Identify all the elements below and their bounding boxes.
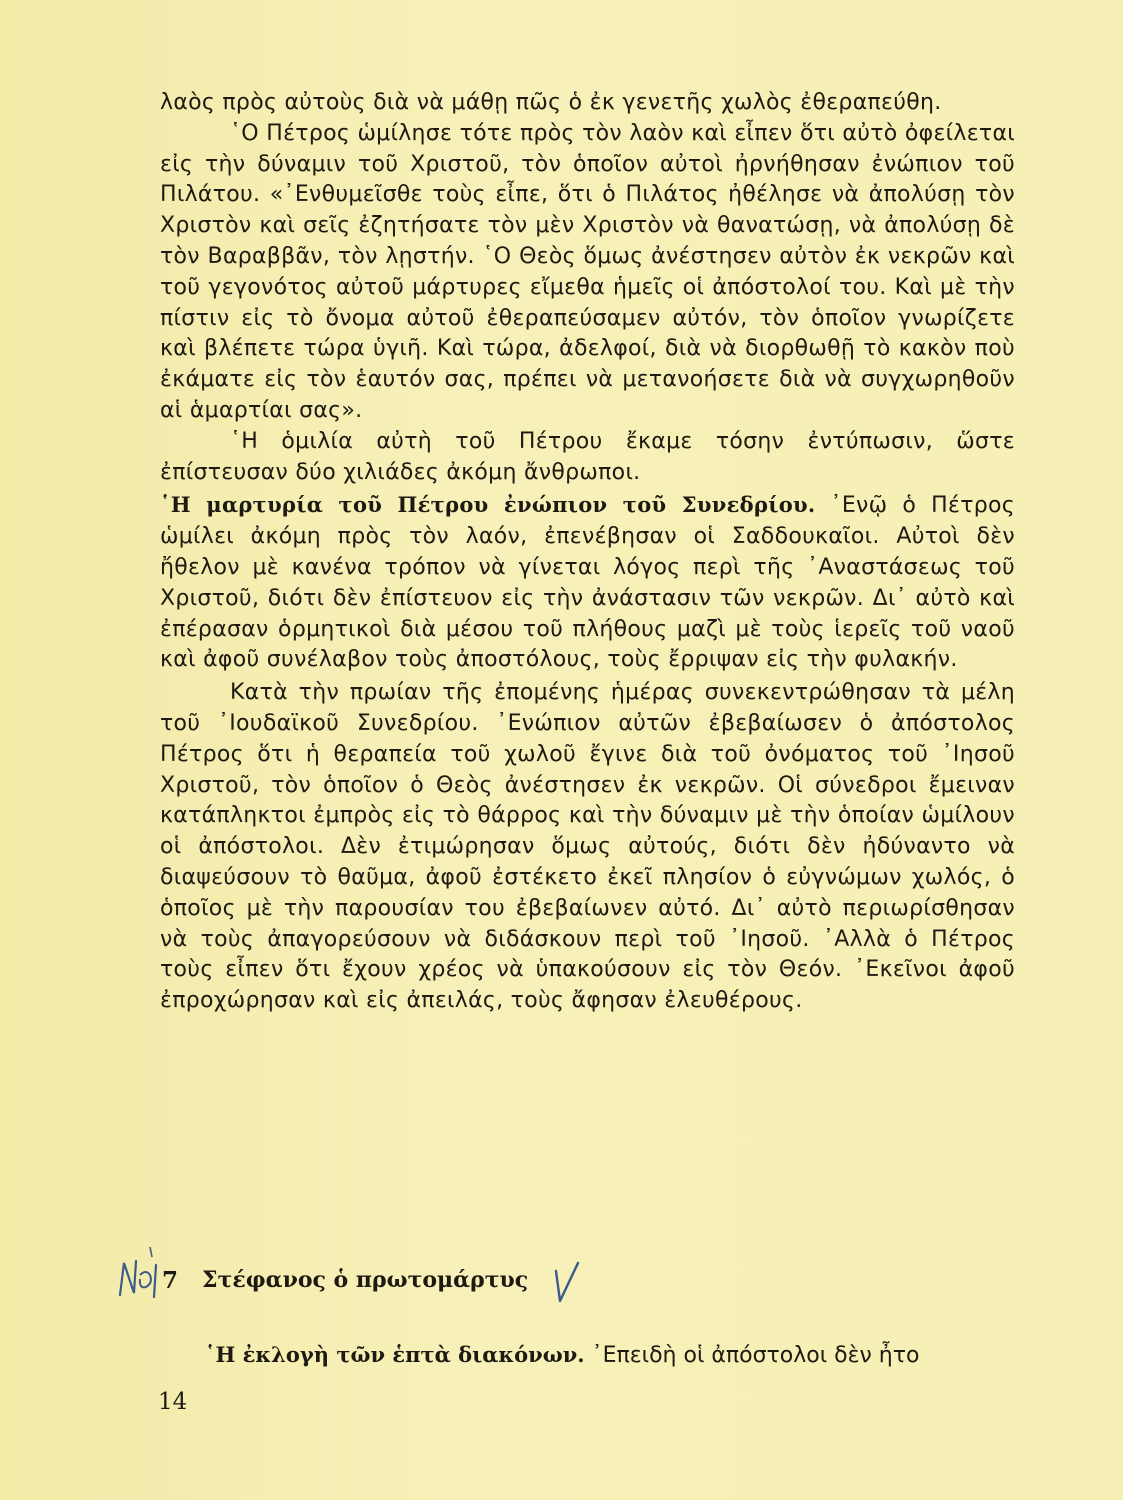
paragraph-1	[160, 88, 1015, 119]
page-number: 14	[158, 1389, 188, 1415]
paragraph-3	[160, 427, 1015, 489]
paragraph-3-text: ῾Η ὁμιλία αὐτὴ τοῦ Πέτρου ἔκαμε τόσην ἐντύπωσιν, ὥστε ἐπίστευσαν δύο χιλιάδες ἀκόμη ἄνθρωποι.	[160, 428, 1015, 485]
subheading-line	[205, 1340, 1015, 1371]
chapter-heading	[110, 1255, 710, 1305]
subheading-text: ᾿Επειδὴ οἱ ἀπόστολοι δὲν ἦτο	[584, 1343, 920, 1368]
paragraph-1-text: λαὸς πρὸς αὐτοὺς διὰ νὰ μάθῃ πῶς ὁ ἐκ γενετῆς χωλὸς ἐθεραπεύθη.	[160, 90, 942, 115]
paragraph-5-text: Κατὰ τὴν πρωίαν τῆς ἐπομένης ἡμέρας συνεκεντρώθησαν τὰ μέλη τοῦ ᾿Ιουδαϊκοῦ Συνεδρίου. ᾿Ενώπιον αὐτῶν ἐβεβαίωσεν ὁ ἀπόστολος Πέτρος ὅτι ἡ θεραπεία τοῦ χωλοῦ ἔγινε διὰ τοῦ ὀνόματος τοῦ ᾿Ιησοῦ Χριστοῦ, τὸν ὁποῖον ὁ Θεὸς ἀνέστησεν ἐκ νεκρῶν. Οἱ σύνεδροι ἔμειναν κατάπληκτοι ἐμπρὸς εἰς τὸ θάρρος καὶ τὴν δύναμιν μὲ τὴν ὁποίαν ὡμίλουν οἱ ἀπόστολοι. Δὲν ἐτιμώρησαν ὅμως αὐτούς, διότι δὲν ἠδύναντο νὰ διαψεύσουν τὸ θαῦμα, ἀφοῦ ἐστέκετο ἐκεῖ πλησίον ὁ εὐγνώμων χωλός, ὁ ὁποῖος μὲ τὴν παρουσίαν του ἐβεβαίωνεν αὐτό. Δι᾿ αὐτὸ περιωρίσθησαν νὰ τοὺς ἀπαγορεύσουν νὰ διδάσκουν περὶ τοῦ ᾿Ιησοῦ. ᾿Αλλὰ ὁ Πέτρος τοὺς εἶπεν ὅτι ἔχουν χρέος νὰ ὑπακούσουν εἰς τὸν Θεόν. ᾿Εκεῖνοι ἀφοῦ ἐπροχώρησαν καὶ εἰς ἀπειλάς, τοὺς ἄφησαν ἐλευθέρους.	[160, 680, 1015, 1014]
paragraph-5	[160, 678, 1015, 1017]
paragraph-4-text: ᾿Ενῷ ὁ Πέτρος ὡμίλει ἀκόμη πρὸς τὸν λαόν, ἐπενέβησαν οἱ Σαδδουκαῖοι. Αὐτοὶ δὲν ἤθελον μὲ κανένα τρόπον νὰ γίνεται λόγος περὶ τῆς ᾿Αναστάσεως τοῦ Χριστοῦ, διότι δὲν ἐπίστευον εἰς τὴν ἀνάστασιν τῶν νεκρῶν. Δι᾿ αὐτὸ καὶ ἐπέρασαν ὁρμητικοὶ διὰ μέσου τοῦ πλήθους μαζὶ μὲ τοὺς ἱερεῖς τοῦ ναοῦ καὶ ἀφοῦ συνέλαβον τοὺς ἀποστόλους, τοὺς ἔρριψαν εἰς τὴν φυλακήν.	[160, 493, 1015, 673]
paragraph-4	[160, 490, 1015, 676]
subheading-title: ῾Η ἐκλογὴ τῶν ἑπτὰ διακόνων.	[205, 1342, 585, 1367]
section-heading-synedrion: ῾Η μαρτυρία τοῦ Πέτρου ἐνώπιον τοῦ Συνεδρίου.	[160, 492, 816, 518]
body-text	[160, 88, 1015, 1017]
paragraph-2	[160, 119, 1015, 427]
chapter-title: Στέφανος ὁ πρωτομάρτυς	[202, 1267, 529, 1293]
chapter-number: 7	[162, 1267, 179, 1294]
handwritten-no-mark	[110, 1255, 170, 1305]
handwritten-check-mark	[550, 1259, 590, 1309]
paragraph-2-text: ῾Ο Πέτρος ὡμίλησε τότε πρὸς τὸν λαὸν καὶ εἶπεν ὅτι αὐτὸ ὀφείλεται εἰς τὴν δύναμιν τοῦ Χριστοῦ, τὸν ὁποῖον αὐτοὶ ἠρνήθησαν ἐνώπιον τοῦ Πιλάτου. «᾿Ενθυμεῖσθε τοὺς εἶπε, ὅτι ὁ Πιλάτος ἠθέλησε νὰ ἀπολύσῃ τὸν Χριστὸν καὶ σεῖς ἐζητήσατε τὸν μὲν Χριστὸν νὰ θανατώσῃ, νὰ ἀπολύσῃ δὲ τὸν Βαραββᾶν, τὸν λῃστήν. ῾Ο Θεὸς ὅμως ἀνέστησεν αὐτὸν ἐκ νεκρῶν καὶ τοῦ γεγονότος αὐτοῦ μάρτυρες εἴμεθα ἡμεῖς οἱ ἀπόστολοί του. Καὶ μὲ τὴν πίστιν εἰς τὸ ὄνομα αὐτοῦ ἐθεραπεύσαμεν αὐτόν, τὸν ὁποῖον γνωρίζετε καὶ βλέπετε τώρα ὑγιῆ. Καὶ τώρα, ἀδελφοί, διὰ νὰ διορθωθῇ τὸ κακὸν ποὺ ἐκάματε εἰς τὸν ἑαυτόν σας, πρέπει νὰ μετανοήσετε διὰ νὰ συγχωρηθοῦν αἱ ἁμαρτίαι σας».	[160, 120, 1015, 423]
